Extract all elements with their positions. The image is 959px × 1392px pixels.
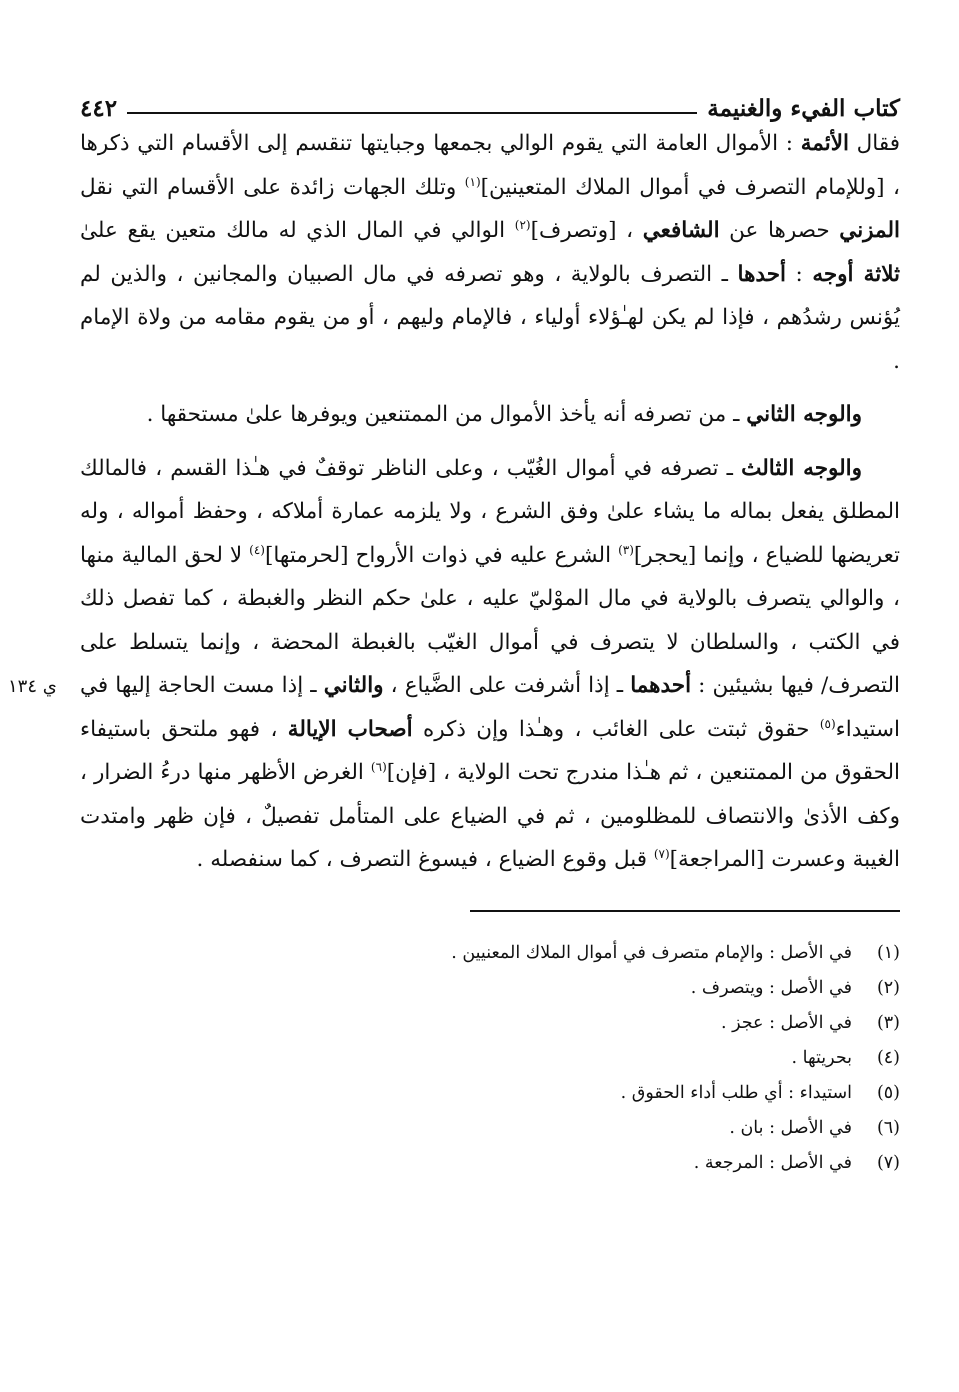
footnote-text: في الأصل : والإمام متصرف في أموال الملاك المعنيين . <box>451 942 852 963</box>
bold-term: المزني <box>839 218 901 243</box>
text-run: الغرض الأظهر منها درءُ الضرار ، وكف الأذىٰ والانتصاف للمظلومين ، ثم في الضياع على المتأمل تفصيلٌ ، فإن ظهر وامتدت الغيبة وعسرت [المراجعة] <box>80 760 900 872</box>
footnote-number: (٧) <box>876 1152 900 1173</box>
footnote-text: في الأصل : ويتصرف . <box>690 977 852 998</box>
text-run: قبل وقوع الضياع ، فيسوغ التصرف ، كما سنفصله . <box>196 847 654 872</box>
book-title: كتاب الفيء والغنيمة <box>707 95 900 122</box>
bold-term: أحدهما <box>630 673 692 698</box>
footnote-number: (٦) <box>876 1117 900 1138</box>
text-run: ، [وتصرف] <box>530 218 643 243</box>
text-run: ـ التصرف بالولاية ، وهو تصرفه في مال الصبيان والمجانين ، والذين لم يُؤنس رشدُهم ، فإذا لم يكن لهـٰؤلاء أولياء ، فالإمام وليهم ، أو من يقوم مقامه من ولاة الإمام . <box>80 261 900 374</box>
footnote-item <box>80 1076 900 1111</box>
header-rule <box>127 112 697 114</box>
footnote-number: (١) <box>876 942 900 963</box>
footnote-ref: (٥) <box>819 716 836 731</box>
text-run: حصرها عن <box>719 218 840 243</box>
text-run: : <box>785 261 813 287</box>
footnote-item <box>80 1146 900 1181</box>
paragraph-1 <box>80 122 900 383</box>
text-run: ـ إذا مست الحاجة إليها في استيداء <box>80 673 900 742</box>
bold-term: والوجه الثالث <box>741 455 862 481</box>
footnote-ref: (٢) <box>514 217 531 232</box>
text-run: الشرع عليه في ذوات الأرواح [لحرمتها] <box>264 542 619 568</box>
footnote-text: في الأصل : بان . <box>729 1117 852 1138</box>
bold-term: أصحاب الإيالة <box>287 716 413 742</box>
footnote-item <box>80 1041 900 1076</box>
footnote-number: (٤) <box>876 1047 900 1068</box>
footnote-item <box>80 936 900 971</box>
bold-term: والوجه الثاني <box>746 402 862 427</box>
footnote-ref: (٣) <box>618 542 634 557</box>
footnote-item <box>80 1006 900 1041</box>
footnote-text: استيداء : أي طلب أداء الحقوق . <box>620 1082 852 1103</box>
footnote-separator <box>470 910 900 912</box>
text-run: لا لحق المالية منها ، والوالي يتصرف بالولاية في مال الموْليّ عليه ، علىٰ حكم النظر والغبطة ، كما تفصل ذلك في الكتب ، والسلطان لا يتصرف في أموال الغيّب بالغبطة المحضة ، وإنما يتسلط على التصرف/ فيها بشيئين : <box>80 542 901 698</box>
footnote-text: في الأصل : المرجعة . <box>693 1152 852 1173</box>
text-run: ـ تصرفه في أموال الغُيّب ، وعلى الناظر توقفٌ في هـٰذا القسم ، فالمالك المطلق يفعل بماله ما يشاء علىٰ وفق الشرع ، ولا يلزمه عمارة أملاكه ، وحفظ أمواله ، وله تعريضها للضياع ، وإنما [يحجر] <box>80 455 900 568</box>
text-run: وتلك الجهات زائدة على الأقسام التي نقل <box>80 174 465 200</box>
bold-term: أحدها <box>737 261 786 287</box>
footnote-text: في الأصل : عجز . <box>720 1012 852 1033</box>
footnote-text: بحريتها . <box>791 1047 852 1068</box>
bold-term: والثاني <box>323 673 384 698</box>
text-run: ـ إذا أشرفت على الضَّياع ، <box>383 673 631 698</box>
footnote-item <box>80 1111 900 1146</box>
text-run: ، فهو ملتحق باستيفاء الحقوق من الممتنعين ، ثم هـٰذا مندرج تحت الولاية ، [فإن] <box>80 716 900 785</box>
footnote-item <box>80 971 900 1006</box>
text-run: : الأموال العامة التي يقوم الوالي بجمعها وجبايتها تنقسم إلى الأقسام التي ذكرها ، [وللإمام التصرف في أموال الملاك المتعينين] <box>80 131 900 200</box>
footnotes <box>80 936 900 1181</box>
text-run: حقوق ثبتت على الغائب ، وهـٰذا وإن ذكره <box>412 716 820 742</box>
footnote-number: (٥) <box>876 1082 900 1103</box>
running-header <box>80 80 900 122</box>
footnote-number: (٢) <box>876 977 900 998</box>
footnote-ref: (٧) <box>653 846 670 861</box>
bold-term: الشافعي <box>642 218 720 243</box>
text-run: فقال <box>848 131 900 156</box>
paragraph-2 <box>80 393 900 437</box>
bold-term: ثلاثة أوجه <box>812 261 901 287</box>
bold-term: الأئمة <box>800 131 849 156</box>
footnote-ref: (١) <box>464 174 481 189</box>
page <box>8 80 901 1181</box>
margin-folio: ي ١٣٤ <box>8 675 57 697</box>
footnote-ref: (٤) <box>249 542 265 557</box>
footnote-ref: (٦) <box>370 759 387 774</box>
footnote-number: (٣) <box>876 1012 900 1033</box>
page-number: ٤٤٢ <box>80 95 118 122</box>
text-run: ـ من تصرفه أنه يأخذ الأموال من الممتنعين ويوفرها علىٰ مستحقها . <box>146 402 747 427</box>
paragraph-3 <box>8 447 901 882</box>
text-run: الوالي في المال الذي له مالك متعين يقع علىٰ <box>80 218 515 243</box>
